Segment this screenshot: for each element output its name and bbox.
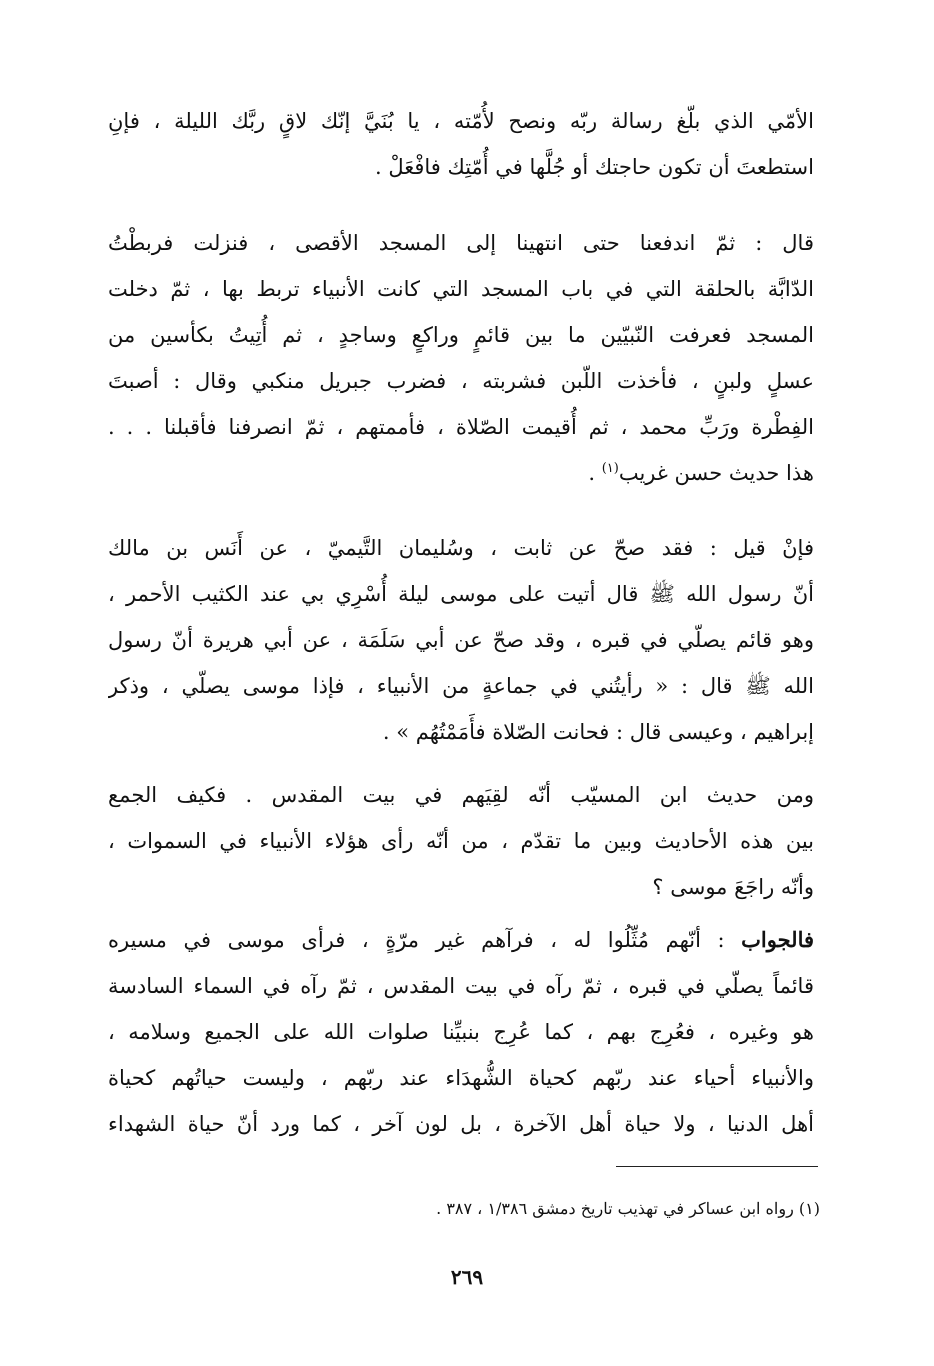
text-line: وأنّه راجَعَ موسى ؟ [652, 875, 814, 899]
text-line: فإنْ قيل : فقد صحّ عن ثابت ، وسُليمان التَّيميّ ، عن أَنَس بن مالك [108, 536, 814, 560]
text-line: إبراهيم ، وعيسى قال : فحانت الصّلاة فأَمَمْتُهُم » . [382, 720, 814, 744]
text-line: عسلٍ ولبنٍ ، فأخذت اللّبن فشربته ، فضرب جبريل منكبي وقال : أصبتَ [108, 369, 814, 393]
footnote-separator [616, 1166, 818, 1167]
hadith-grade-text: هذا حديث حسن غريب [618, 461, 814, 485]
page-number: ٢٦٩ [450, 1265, 484, 1289]
paragraph-2 [108, 220, 814, 496]
text-line: الفِطْرة ورَبِّ محمد ، ثم أُقيمت الصّلاة ، فأممتهم ، ثمّ انصرفنا فأقبلنا . . . [108, 415, 814, 439]
text-line: قائماً يصلّي في قبره ، ثمّ رآه في بيت المقدس ، ثمّ رآه في السماء السادسة [108, 974, 814, 998]
text-line: والأنبياء أحياء عند ربّهم كحياة الشُّهدَاء عند ربّهم ، وليست حياتُهم كحياة [108, 1066, 814, 1090]
text-line: وهو قائم يصلّي في قبره ، وقد صحّ عن أبي سَلَمَة ، عن أبي هريرة أنّ رسول [108, 628, 814, 652]
text-line: المسجد فعرفت النّبيّين ما بين قائمٍ وراكعٍ وساجدٍ ، ثم أُتِيتُ بكأسين من [108, 323, 814, 347]
text-line: الله ﷺ قال : « رأيتُني في جماعةٍ من الأنبياء ، فإذا موسى يصلّي ، وذكر [108, 674, 814, 698]
answer-first-line: : أنّهم مُثِّلُوا له ، فرآهم غير مرّةٍ ، فرأى موسى في مسيره [108, 928, 742, 952]
text-line: ومن حديث ابن المسيّب أنّه لقِيَهم في بيت المقدس . فكيف الجمع [108, 783, 814, 807]
paragraph-1 [108, 98, 814, 190]
footnote: (١) رواه ابن عساكر في تهذيب تاريخ دمشق ١/٣٨٦ ، ٣٨٧ . [436, 1199, 820, 1218]
paragraph-3 [108, 525, 814, 755]
text-line: الأمّي الذي بلّغ رسالة ربّه ونصح لأُمّته ، يا بُنَيَّ إنّك لاقٍ ربَّك الليلة ، فإنِ [108, 109, 814, 133]
text-line: أنّ رسول الله ﷺ قال أتيت على موسى ليلة أُسْرِي بي عند الكثيب الأحمر ، [108, 582, 814, 606]
text-line: أهل الدنيا ، ولا حياة أهل الآخرة ، بل لون آخر ، كما ورد أنّ حياة الشهداء [108, 1112, 814, 1136]
paragraph-4 [108, 772, 814, 910]
paragraph-5 [108, 917, 814, 1147]
text-line: قال : ثمّ اندفعنا حتى انتهينا إلى المسجد الأقصى ، فنزلت فربطْتُ [108, 231, 814, 255]
text-line: استطعتَ أن تكون حاجتك أو جُلَّها في أُمّتِك فافْعَلْ . [374, 155, 814, 179]
footnote-reference[interactable]: (١) [601, 461, 619, 476]
text-line: هو وغيره ، فعُرِج بهم ، كما عُرِج بنبيِّنا صلوات الله على الجميع وسلامه ، [108, 1020, 814, 1044]
text-line: بين هذه الأحاديث وبين ما تقدّم ، من أنّه رأى هؤلاء الأنبياء في السموات ، [108, 829, 814, 853]
answer-lead-word: فالجواب [741, 927, 814, 952]
line-end-punctuation: . [588, 461, 602, 485]
text-line [108, 450, 814, 496]
text-line: الدّابَّة بالحلقة التي في باب المسجد التي كانت الأنبياء تربط بها ، ثمّ دخلت [108, 277, 814, 301]
text-line [108, 917, 814, 963]
